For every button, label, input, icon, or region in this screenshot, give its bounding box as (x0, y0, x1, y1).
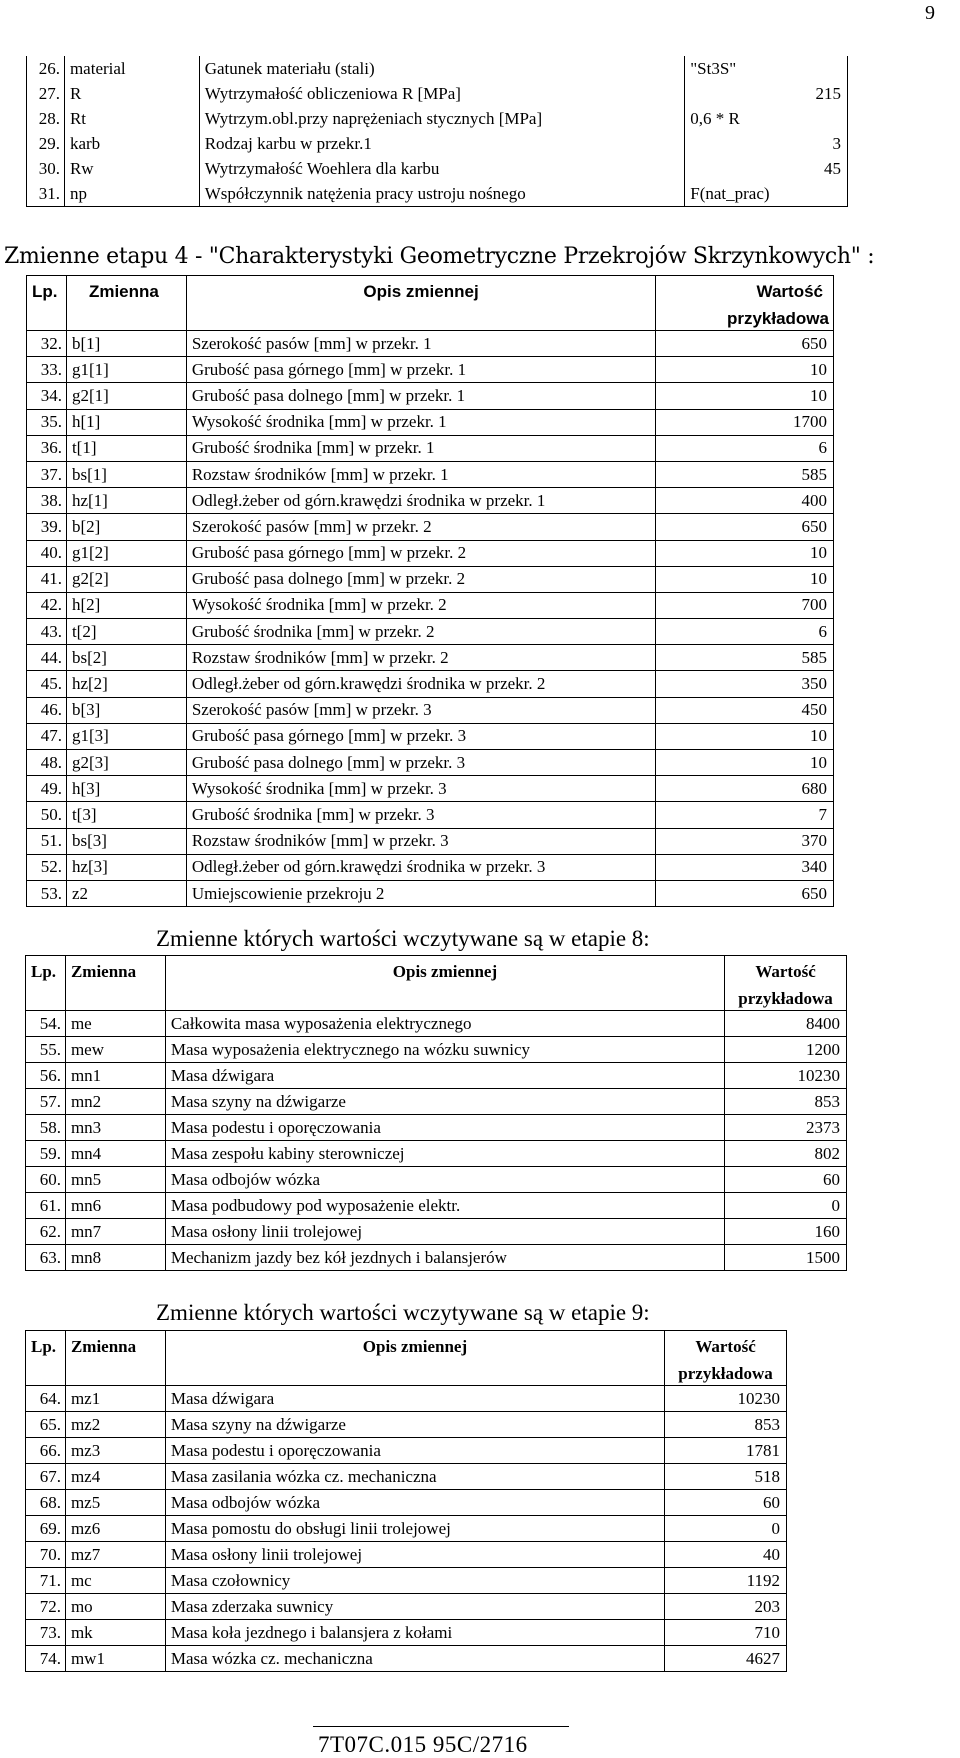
example-value: 10 (656, 750, 834, 776)
row-number: 55. (26, 1037, 66, 1063)
row-number: 45. (27, 671, 67, 697)
row-number: 68. (26, 1490, 66, 1516)
table-row (27, 409, 834, 435)
table-row (26, 1516, 787, 1542)
example-value: 60 (725, 1167, 847, 1193)
row-number: 26. (27, 56, 65, 81)
example-value: 400 (656, 488, 834, 514)
example-value: 340 (656, 854, 834, 880)
variable-name: g2[3] (66, 750, 186, 776)
variable-description: Masa pomostu do obsługi linii trolejowej (165, 1516, 664, 1542)
variable-description: Szerokość pasów [mm] w przekr. 1 (186, 331, 655, 357)
table-row (26, 1438, 787, 1464)
variable-name: g2[1] (66, 383, 186, 409)
example-value: 0 (725, 1193, 847, 1219)
variable-name: mk (65, 1620, 165, 1646)
table-row (27, 331, 834, 357)
table-row (26, 1490, 787, 1516)
variable-description: Szerokość pasów [mm] w przekr. 2 (186, 514, 655, 540)
header-lp: Lp. (31, 962, 57, 981)
variable-name: z2 (66, 880, 186, 906)
example-value: 2373 (725, 1115, 847, 1141)
variable-name: mz6 (65, 1516, 165, 1542)
variable-name: mn6 (65, 1193, 165, 1219)
row-number: 72. (26, 1594, 66, 1620)
variable-name: b[3] (66, 697, 186, 723)
section-4-heading: Zmienne etapu 4 - "Charakterystyki Geometryczne Przekrojów Skrzynkowych" : (4, 244, 875, 269)
variable-name: bs[1] (66, 461, 186, 487)
variable-name: mn8 (65, 1245, 165, 1271)
table-row (27, 106, 848, 131)
example-value: 700 (656, 592, 834, 618)
example-value: 370 (656, 828, 834, 854)
row-number: 41. (27, 566, 67, 592)
row-number: 60. (26, 1167, 66, 1193)
variable-name: bs[2] (66, 645, 186, 671)
row-number: 67. (26, 1464, 66, 1490)
variable-name: mw1 (65, 1646, 165, 1672)
header-description: Opis zmiennej (165, 1331, 664, 1364)
table-row (26, 1386, 787, 1412)
table-row (27, 645, 834, 671)
variable-description: Grubość środnika [mm] w przekr. 3 (186, 802, 655, 828)
table-row (27, 156, 848, 181)
variable-name: mz2 (65, 1412, 165, 1438)
table-row (26, 1620, 787, 1646)
variable-name: karb (64, 131, 199, 156)
variable-name: np (64, 181, 199, 207)
header-value-2: przykładowa (656, 308, 834, 331)
variable-description: Wytrzymałość Woehlera dla karbu (199, 156, 685, 181)
table-row (27, 776, 834, 802)
example-value: 853 (665, 1412, 787, 1438)
variable-name: hz[2] (66, 671, 186, 697)
table-row (27, 750, 834, 776)
example-value: 160 (725, 1219, 847, 1245)
example-value: 60 (665, 1490, 787, 1516)
table-row (26, 1167, 847, 1193)
variable-description: Masa koła jezdnego i balansjera z kołami (165, 1620, 664, 1646)
row-number: 62. (26, 1219, 66, 1245)
row-number: 48. (27, 750, 67, 776)
table-row (27, 461, 834, 487)
variable-name: h[3] (66, 776, 186, 802)
example-value: 853 (725, 1089, 847, 1115)
variable-name: t[2] (66, 619, 186, 645)
table-row (27, 592, 834, 618)
example-value: 0 (665, 1516, 787, 1542)
variable-description: Odległ.żeber od górn.krawędzi środnika w przekr. 2 (186, 671, 655, 697)
row-number: 53. (27, 880, 67, 906)
variable-description: Masa osłony linii trolejowej (165, 1219, 724, 1245)
table-row (27, 488, 834, 514)
variable-name: Rw (64, 156, 199, 181)
variable-name: mn3 (65, 1115, 165, 1141)
table-row (26, 1115, 847, 1141)
example-value: 4627 (665, 1646, 787, 1672)
variable-description: Rozstaw środników [mm] w przekr. 1 (186, 461, 655, 487)
example-value: 650 (656, 514, 834, 540)
row-number: 57. (26, 1089, 66, 1115)
table-row (27, 131, 848, 156)
variable-name: me (65, 1011, 165, 1037)
variable-description: Rodzaj karbu w przekr.1 (199, 131, 685, 156)
variable-description: Rozstaw środników [mm] w przekr. 2 (186, 645, 655, 671)
example-value: 45 (685, 156, 848, 181)
variable-description: Masa podestu i oporęczowania (165, 1115, 724, 1141)
header-value: Wartość (725, 956, 847, 989)
variable-name: R (64, 81, 199, 106)
variable-name: mn4 (65, 1141, 165, 1167)
variable-description: Masa dźwigara (165, 1063, 724, 1089)
variable-description: Grubość pasa dolnego [mm] w przekr. 2 (186, 566, 655, 592)
table-row (27, 435, 834, 461)
variable-name: h[2] (66, 592, 186, 618)
variable-description: Wysokość środnika [mm] w przekr. 3 (186, 776, 655, 802)
row-number: 51. (27, 828, 67, 854)
variable-description: Grubość pasa górnego [mm] w przekr. 3 (186, 723, 655, 749)
example-value: 6 (656, 619, 834, 645)
example-value: 215 (685, 81, 848, 106)
row-number: 58. (26, 1115, 66, 1141)
table-row (27, 81, 848, 106)
row-number: 34. (27, 383, 67, 409)
variable-name: mew (65, 1037, 165, 1063)
header-variable: Zmienna (65, 1331, 165, 1364)
variable-name: mz7 (65, 1542, 165, 1568)
example-value: 710 (665, 1620, 787, 1646)
variable-name: mz5 (65, 1490, 165, 1516)
header-value-2: przykładowa (725, 988, 847, 1011)
variable-name: mn7 (65, 1219, 165, 1245)
variable-name: mc (65, 1568, 165, 1594)
row-number: 27. (27, 81, 65, 106)
row-number: 73. (26, 1620, 66, 1646)
table-row (26, 1089, 847, 1115)
variable-description: Masa zasilania wózka cz. mechaniczna (165, 1464, 664, 1490)
variable-description: Masa odbojów wózka (165, 1167, 724, 1193)
example-value: 3 (685, 131, 848, 156)
example-value: 1192 (665, 1568, 787, 1594)
variable-description: Gatunek materiału (stali) (199, 56, 685, 81)
example-value: 802 (725, 1141, 847, 1167)
variable-name: g1[2] (66, 540, 186, 566)
row-number: 33. (27, 357, 67, 383)
row-number: 39. (27, 514, 67, 540)
row-number: 52. (27, 854, 67, 880)
row-number: 44. (27, 645, 67, 671)
variable-name: mz1 (65, 1386, 165, 1412)
example-value: 10 (656, 566, 834, 592)
row-number: 28. (27, 106, 65, 131)
row-number: 29. (27, 131, 65, 156)
row-number: 71. (26, 1568, 66, 1594)
header-value-2: przykładowa (665, 1363, 787, 1386)
document-code: 7T07C.015 95C/2716 (318, 1732, 528, 1757)
variable-description: Grubość środnika [mm] w przekr. 1 (186, 435, 655, 461)
row-number: 35. (27, 409, 67, 435)
page-number: 9 (925, 2, 935, 24)
table-row (27, 566, 834, 592)
row-number: 46. (27, 697, 67, 723)
table-row (27, 828, 834, 854)
variable-name: g1[1] (66, 357, 186, 383)
example-value: F(nat_prac) (685, 181, 848, 207)
variable-description: Masa szyny na dźwigarze (165, 1089, 724, 1115)
header-variable: Zmienna (66, 276, 186, 309)
variable-description: Masa zespołu kabiny sterowniczej (165, 1141, 724, 1167)
variable-description: Masa dźwigara (165, 1386, 664, 1412)
row-number: 47. (27, 723, 67, 749)
example-value: 40 (665, 1542, 787, 1568)
table-row (27, 671, 834, 697)
header-description: Opis zmiennej (165, 956, 724, 989)
example-value: "St3S" (685, 56, 848, 81)
table-row (26, 1568, 787, 1594)
table-row (26, 1646, 787, 1672)
example-value: 585 (656, 461, 834, 487)
row-number: 36. (27, 435, 67, 461)
footer-rule (313, 1726, 569, 1727)
variable-description: Odległ.żeber od górn.krawędzi środnika w przekr. 1 (186, 488, 655, 514)
example-value: 650 (656, 331, 834, 357)
table-row (26, 1193, 847, 1219)
variable-name: mn5 (65, 1167, 165, 1193)
variable-name: mo (65, 1594, 165, 1620)
example-value: 10 (656, 357, 834, 383)
variable-name: b[2] (66, 514, 186, 540)
example-value: 6 (656, 435, 834, 461)
table-row (27, 540, 834, 566)
variable-description: Całkowita masa wyposażenia elektrycznego (165, 1011, 724, 1037)
row-number: 37. (27, 461, 67, 487)
variable-description: Mechanizm jazdy bez kół jezdnych i balansjerów (165, 1245, 724, 1271)
variable-description: Grubość pasa dolnego [mm] w przekr. 3 (186, 750, 655, 776)
header-lp: Lp. (32, 282, 58, 301)
row-number: 70. (26, 1542, 66, 1568)
variable-name: mn2 (65, 1089, 165, 1115)
header-variable: Zmienna (65, 956, 165, 989)
row-number: 54. (26, 1011, 66, 1037)
row-number: 74. (26, 1646, 66, 1672)
variable-name: bs[3] (66, 828, 186, 854)
row-number: 30. (27, 156, 65, 181)
table-row (27, 181, 848, 207)
variable-description: Masa wyposażenia elektrycznego na wózku suwnicy (165, 1037, 724, 1063)
table-row (27, 619, 834, 645)
example-value: 7 (656, 802, 834, 828)
variable-description: Masa czołownicy (165, 1568, 664, 1594)
example-value: 1700 (656, 409, 834, 435)
example-value: 8400 (725, 1011, 847, 1037)
row-number: 66. (26, 1438, 66, 1464)
example-value: 450 (656, 697, 834, 723)
example-value: 585 (656, 645, 834, 671)
table-row (26, 1245, 847, 1271)
row-number: 69. (26, 1516, 66, 1542)
variable-description: Wysokość środnika [mm] w przekr. 2 (186, 592, 655, 618)
variable-description: Grubość pasa górnego [mm] w przekr. 2 (186, 540, 655, 566)
table-row (27, 854, 834, 880)
variable-description: Szerokość pasów [mm] w przekr. 3 (186, 697, 655, 723)
variable-description: Wytrzym.obl.przy naprężeniach stycznych [MPa] (199, 106, 685, 131)
example-value: 203 (665, 1594, 787, 1620)
row-number: 59. (26, 1141, 66, 1167)
table-row (27, 56, 848, 81)
variable-description: Masa podestu i oporęczowania (165, 1438, 664, 1464)
variable-name: t[1] (66, 435, 186, 461)
stage-8-variables-table (25, 955, 847, 1271)
example-value: 1500 (725, 1245, 847, 1271)
variable-name: g2[2] (66, 566, 186, 592)
example-value: 350 (656, 671, 834, 697)
example-value: 10 (656, 383, 834, 409)
example-value: 10 (656, 723, 834, 749)
variable-description: Wysokość środnika [mm] w przekr. 1 (186, 409, 655, 435)
row-number: 38. (27, 488, 67, 514)
row-number: 64. (26, 1386, 66, 1412)
stage-9-variables-table (25, 1330, 787, 1672)
variable-description: Grubość pasa dolnego [mm] w przekr. 1 (186, 383, 655, 409)
example-value: 1200 (725, 1037, 847, 1063)
row-number: 49. (27, 776, 67, 802)
table-row (27, 723, 834, 749)
table-row (27, 880, 834, 906)
table-row (27, 802, 834, 828)
table-row (27, 697, 834, 723)
row-number: 31. (27, 181, 65, 207)
table-row (26, 1011, 847, 1037)
variable-name: hz[1] (66, 488, 186, 514)
table-row (26, 1594, 787, 1620)
example-value: 518 (665, 1464, 787, 1490)
header-value: Wartość (665, 1331, 787, 1364)
table-row (26, 1464, 787, 1490)
table-row (26, 1219, 847, 1245)
stage-4-variables-table (26, 275, 834, 907)
row-number: 63. (26, 1245, 66, 1271)
row-number: 56. (26, 1063, 66, 1089)
row-number: 61. (26, 1193, 66, 1219)
table-row (26, 1412, 787, 1438)
example-value: 10230 (725, 1063, 847, 1089)
variable-name: t[3] (66, 802, 186, 828)
section-9-heading: Zmienne których wartości wczytywane są w etapie 9: (156, 1300, 650, 1325)
example-value: 1781 (665, 1438, 787, 1464)
header-lp: Lp. (31, 1337, 57, 1356)
variable-name: Rt (64, 106, 199, 131)
example-value: 10230 (665, 1386, 787, 1412)
table-row (26, 1542, 787, 1568)
variable-name: hz[3] (66, 854, 186, 880)
variable-description: Masa podbudowy pod wyposażenie elektr. (165, 1193, 724, 1219)
variable-description: Odległ.żeber od górn.krawędzi środnika w przekr. 3 (186, 854, 655, 880)
variable-description: Grubość środnika [mm] w przekr. 2 (186, 619, 655, 645)
variable-description: Masa szyny na dźwigarze (165, 1412, 664, 1438)
variable-description: Masa zderzaka suwnicy (165, 1594, 664, 1620)
variable-description: Masa wózka cz. mechaniczna (165, 1646, 664, 1672)
table-row (26, 1141, 847, 1167)
variable-name: h[1] (66, 409, 186, 435)
table-row (27, 514, 834, 540)
variable-name: mz3 (65, 1438, 165, 1464)
row-number: 42. (27, 592, 67, 618)
variable-name: mz4 (65, 1464, 165, 1490)
variable-description: Rozstaw środników [mm] w przekr. 3 (186, 828, 655, 854)
variable-description: Grubość pasa górnego [mm] w przekr. 1 (186, 357, 655, 383)
variable-description: Umiejscowienie przekroju 2 (186, 880, 655, 906)
variable-description: Masa odbojów wózka (165, 1490, 664, 1516)
header-value: Wartość (656, 276, 834, 309)
row-number: 32. (27, 331, 67, 357)
table-row (26, 1063, 847, 1089)
continuation-table (26, 56, 848, 207)
example-value: 650 (656, 880, 834, 906)
variable-name: mn1 (65, 1063, 165, 1089)
table-row (26, 1037, 847, 1063)
row-number: 40. (27, 540, 67, 566)
section-8-heading: Zmienne których wartości wczytywane są w etapie 8: (156, 926, 650, 951)
example-value: 10 (656, 540, 834, 566)
variable-description: Masa osłony linii trolejowej (165, 1542, 664, 1568)
row-number: 43. (27, 619, 67, 645)
header-description: Opis zmiennej (186, 276, 655, 309)
row-number: 50. (27, 802, 67, 828)
variable-name: b[1] (66, 331, 186, 357)
variable-description: Wytrzymałość obliczeniowa R [MPa] (199, 81, 685, 106)
variable-name: material (64, 56, 199, 81)
example-value: 0,6 * R (685, 106, 848, 131)
row-number: 65. (26, 1412, 66, 1438)
table-row (27, 357, 834, 383)
variable-description: Współczynnik natężenia pracy ustroju nośnego (199, 181, 685, 207)
example-value: 680 (656, 776, 834, 802)
variable-name: g1[3] (66, 723, 186, 749)
table-row (27, 383, 834, 409)
